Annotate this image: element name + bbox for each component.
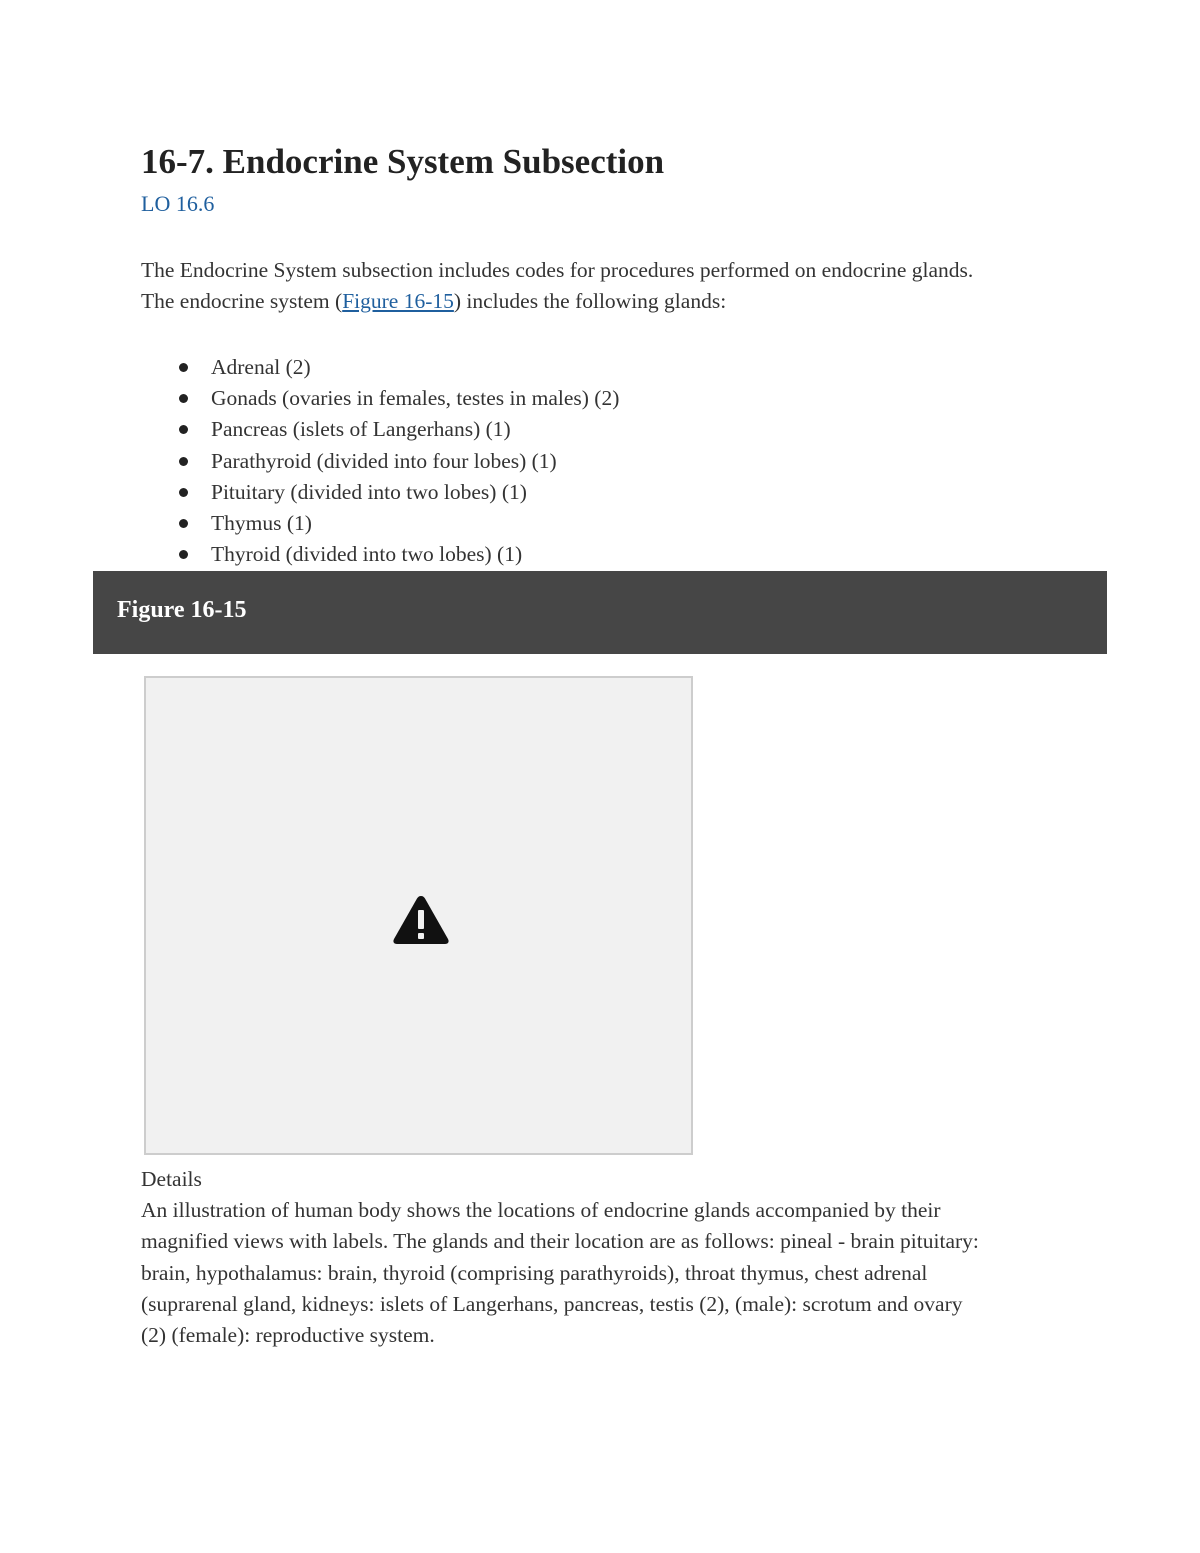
list-item-text: Gonads (ovaries in females, testes in males) (2) bbox=[211, 386, 620, 411]
intro-text-before-link: The endocrine system ( bbox=[141, 289, 343, 313]
learning-objective-label: LO 16.6 bbox=[141, 191, 215, 216]
list-item bbox=[141, 508, 619, 539]
details-description-line: (2) (female): reproductive system. bbox=[141, 1323, 435, 1348]
figure-details bbox=[141, 1164, 1071, 1351]
list-item bbox=[141, 383, 619, 414]
details-label: Details bbox=[141, 1167, 202, 1191]
list-item-text: Pancreas (islets of Langerhans) (1) bbox=[211, 417, 511, 442]
list-item-text: Thyroid (divided into two lobes) (1) bbox=[211, 542, 523, 567]
intro-text-after-link: ) includes the following glands: bbox=[453, 289, 727, 313]
details-description-line: (suprarenal gland, kidneys: islets of Langerhans, pancreas, testis (2), (male): scrotum and ovary bbox=[141, 1291, 963, 1316]
details-description-line: magnified views with labels. The glands and their location are as follows: pineal - brain pituitary: bbox=[141, 1229, 979, 1254]
figure-title: Figure 16-15 bbox=[117, 597, 247, 623]
glands-list bbox=[141, 352, 619, 570]
details-description-line: brain, hypothalamus: brain, thyroid (comprising parathyroids), throat thymus, chest adrenal bbox=[141, 1260, 928, 1285]
bullet-icon bbox=[179, 550, 188, 559]
bullet-icon bbox=[179, 394, 188, 403]
bullet-icon bbox=[179, 457, 188, 466]
list-item bbox=[141, 414, 619, 445]
list-item-text: Adrenal (2) bbox=[211, 355, 311, 379]
figure-16-15-link[interactable]: Figure 16-15 bbox=[342, 289, 454, 313]
page-title: 16-7. Endocrine System Subsection bbox=[141, 142, 665, 181]
details-description-line: An illustration of human body shows the locations of endocrine glands accompanied by their bbox=[141, 1198, 941, 1223]
list-item bbox=[141, 539, 619, 570]
warning-icon bbox=[392, 894, 450, 946]
bullet-icon bbox=[179, 519, 188, 528]
intro-line-2 bbox=[141, 286, 1101, 317]
intro-paragraph bbox=[141, 255, 1101, 317]
list-item-text: Pituitary (divided into two lobes) (1) bbox=[211, 479, 527, 504]
list-item bbox=[141, 446, 619, 477]
list-item bbox=[141, 352, 619, 383]
list-item-text: Thymus (1) bbox=[211, 511, 312, 536]
figure-header-bar bbox=[93, 571, 1107, 654]
bullet-icon bbox=[179, 488, 188, 497]
list-item bbox=[141, 477, 619, 508]
list-item-text: Parathyroid (divided into four lobes) (1) bbox=[211, 448, 557, 473]
intro-line-1: The Endocrine System subsection includes codes for procedures performed on endocrine glands. bbox=[141, 258, 974, 282]
bullet-icon bbox=[179, 363, 188, 372]
broken-image-placeholder bbox=[144, 676, 693, 1155]
bullet-icon bbox=[179, 425, 188, 434]
